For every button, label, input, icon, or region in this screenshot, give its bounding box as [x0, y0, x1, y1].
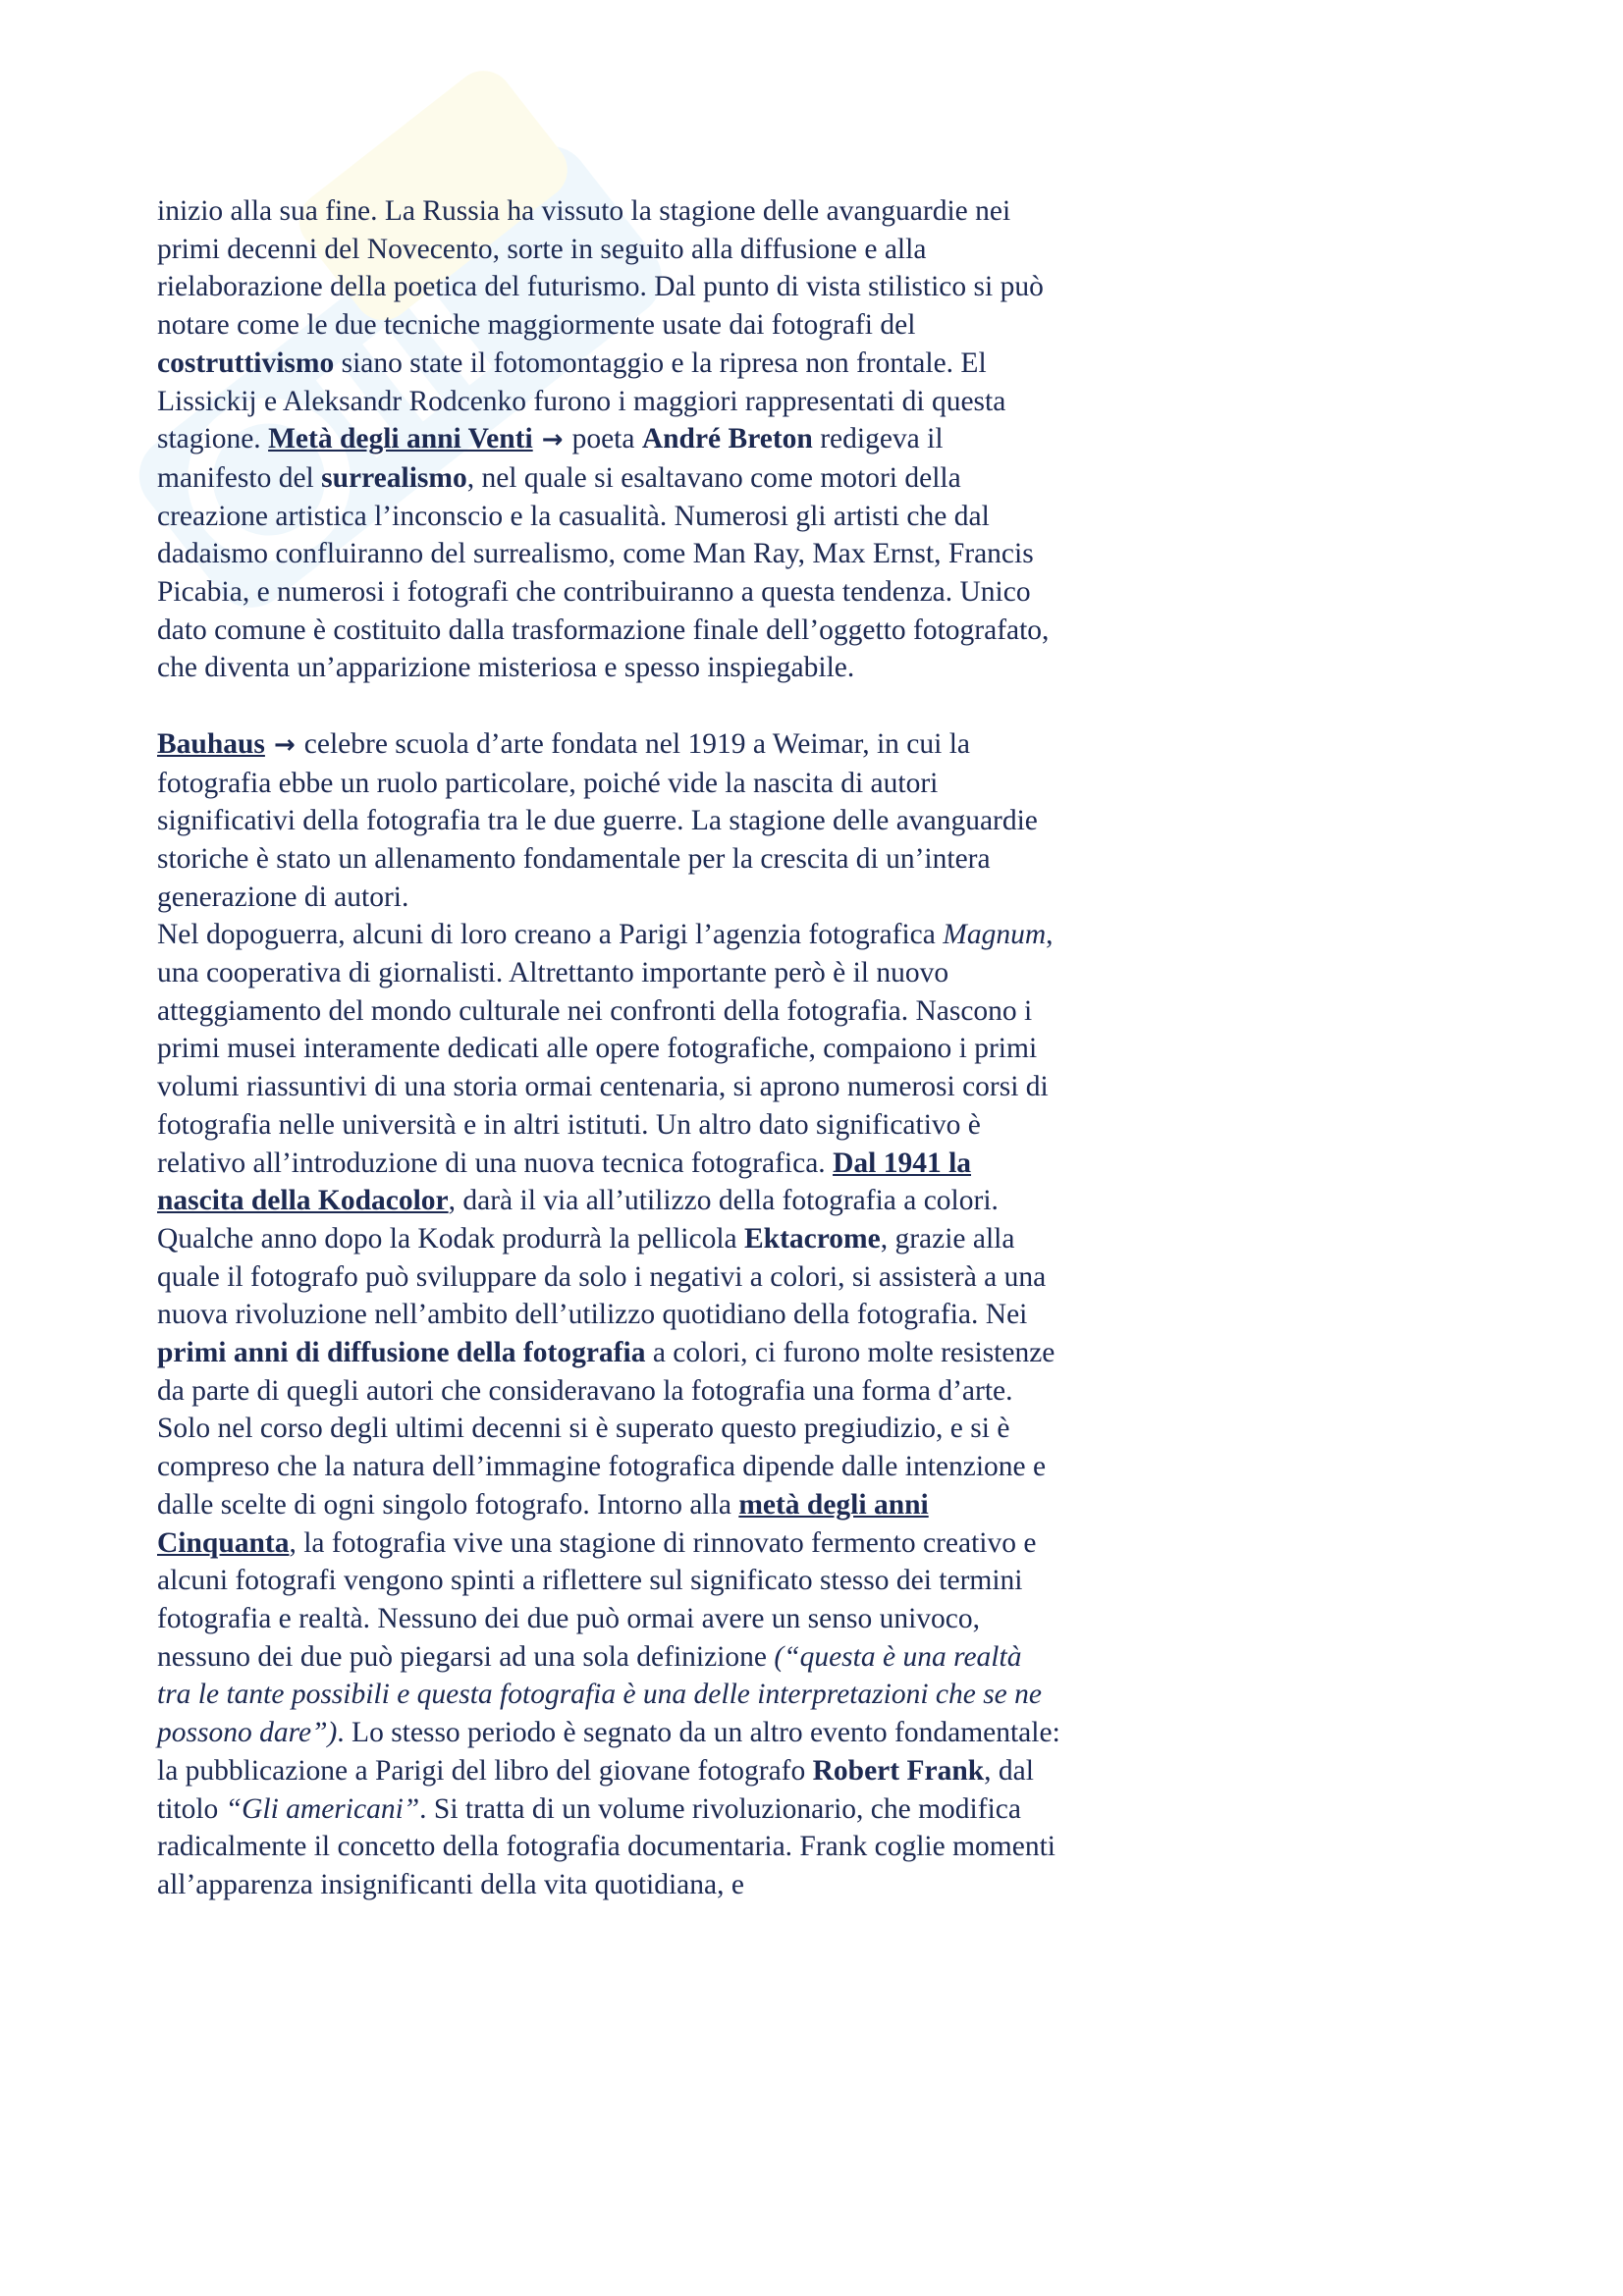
arrow-icon: →	[532, 425, 572, 455]
underlined-heading: metà degli anni Cinquanta	[157, 1488, 929, 1559]
text-run: . Lo stesso periodo è segnato da un altro evento fondamentale: la pubblicazione a Parigi del libro del giovane fotografo	[157, 1717, 1060, 1787]
text-run: . Si tratta di un volume rivoluzionario, che modifica radicalmente il concetto della fotografia documentaria. Frank coglie momenti all’apparenza insignificanti della vita quotidiana, e	[157, 1792, 1055, 1900]
text-run: , la fotografia vive una stagione di rinnovato fermento creativo e alcuni fotografi vengono spinti a riflettere sul significato stesso dei termini fotografia e realtà. Nessuno dei due può ormai avere un senso univoco, nessuno dei due può piegarsi ad una sola definizione	[157, 1526, 1037, 1673]
italic-text: (“questa è una realtà tra le tante possibili e questa fotografia è una delle interpretazioni che se ne possono dare”)	[157, 1640, 1042, 1749]
underlined-heading: Bauhaus	[157, 727, 265, 760]
paragraph-gap	[157, 687, 1060, 725]
text-run: inizio alla sua fine. La Russia ha vissuto la stagione delle avanguardie nei primi decenni del Novecento, sorte in seguito alla diffusione e alla rielaborazione della poetica del futurismo. Dal punto di vista stilistico si può notare come le due tecniche maggiormente usate dai fotografi del	[157, 195, 1044, 342]
text-run: siano state il fotomontaggio e la ripresa non frontale. El Lissickij e Aleksandr Rodcenko furono i maggiori rappresentati di questa stagione.	[157, 347, 1006, 455]
text-run: poeta	[571, 423, 642, 455]
text-run: , nel quale si esaltavano come motori della creazione artistica l’inconscio e la casualità. Numerosi gli artisti che dal dadaismo confluiranno del surrealismo, come Man Ray, Max Ernst, Francis Picabia, e numerosi i fotografi che contribuiranno a questa tendenza. Unico dato comune è costituito dalla trasformazione finale dell’oggetto fotografato, che diventa un’apparizione misteriosa e spesso inspiegabile.	[157, 461, 1050, 684]
document-body	[157, 192, 1060, 1904]
text-run: , dal titolo	[157, 1754, 1034, 1825]
paragraph	[157, 192, 1060, 687]
bold-term: primi anni di diffusione della fotografia	[157, 1337, 646, 1369]
bold-term: costruttivismo	[157, 347, 335, 379]
paragraph	[157, 725, 1060, 917]
text-run: redigeva il manifesto del	[157, 423, 944, 494]
bold-term: André Breton	[641, 423, 813, 455]
text-run: Nel dopoguerra, alcuni di loro creano a Parigi l’agenzia fotografica	[157, 919, 944, 951]
bold-term: surrealismo	[321, 461, 467, 494]
underlined-heading: Metà degli anni Venti	[268, 423, 533, 455]
text-run: , grazie alla quale il fotografo può sviluppare da solo i negativi a colori, si assisterà a una nuova rivoluzione nell’ambito dell’utilizzo quotidiano della fotografia. Nei	[157, 1222, 1047, 1331]
text-run: , una cooperativa di giornalisti. Altrettanto importante però è il nuovo atteggiamento del mondo culturale nei confronti della fotografia. Nascono i primi musei interamente dedicati alle opere fotografiche, compaiono i primi volumi riassuntivi di una storia ormai centenaria, si aprono numerosi corsi di fotografia nelle università e in altri istituti. Un altro dato significativo è relativo all’introduzione di una nuova tecnica fotografica.	[157, 919, 1054, 1179]
italic-text: Magnum	[943, 919, 1047, 951]
text-run: a colori, ci furono molte resistenze da parte di quegli autori che consideravano la fotografia una forma d’arte. Solo nel corso degli ultimi decenni si è superato questo pregiudizio, e si è compreso che la natura dell’immagine fotografica dipende dalle intenzione e dalle scelte di ogni singolo fotografo. Intorno alla	[157, 1337, 1055, 1521]
underlined-heading: Dal 1941 la nascita della Kodacolor	[157, 1147, 972, 1217]
text-run: , darà il via all’utilizzo della fotografia a colori. Qualche anno dopo la Kodak produrrà la pellicola	[157, 1185, 999, 1255]
bold-term: Ektacrome	[743, 1222, 881, 1255]
arrow-icon: →	[264, 729, 304, 760]
paragraph	[157, 916, 1060, 1903]
bold-term: Robert Frank	[812, 1754, 985, 1787]
text-run: celebre scuola d’arte fondata nel 1919 a Weimar, in cui la fotografia ebbe un ruolo particolare, poiché vide la nascita di autori significativi della fotografia tra le due guerre. La stagione delle avanguardie storiche è stato un allenamento fondamentale per la crescita di un’intera generazione di autori.	[157, 727, 1038, 913]
italic-text: “Gli americani”	[225, 1792, 420, 1825]
